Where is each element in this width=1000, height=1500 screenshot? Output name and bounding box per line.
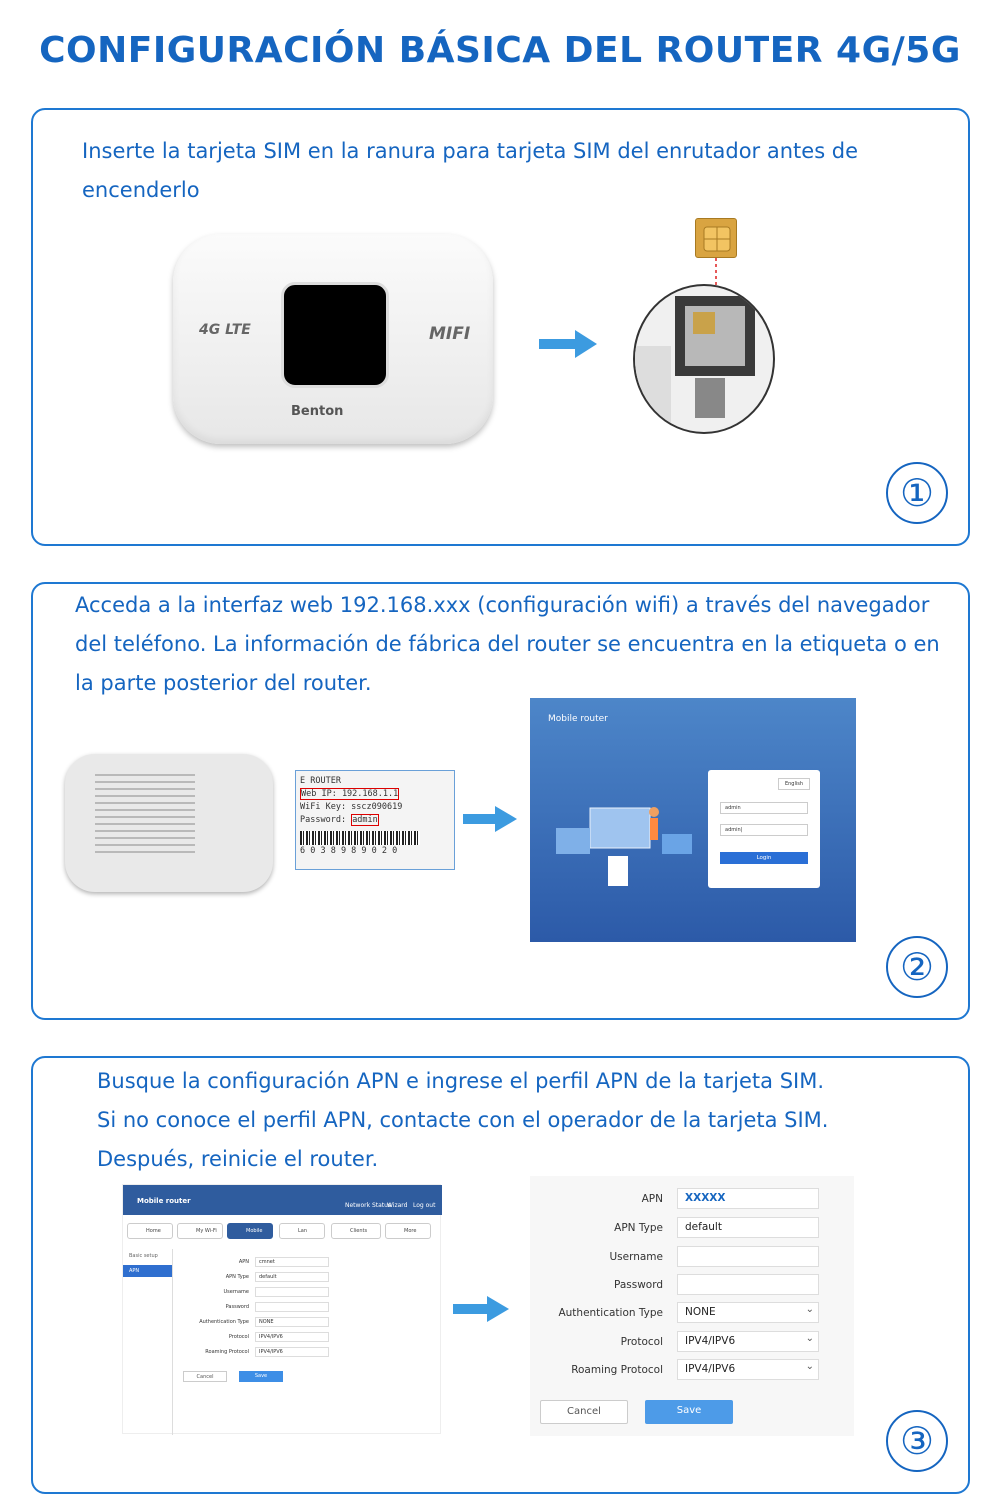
small-username-input[interactable]	[255, 1287, 329, 1297]
label-serial: 6 0 3 8 9 8 9 0 2 0	[300, 846, 398, 856]
step-2-panel	[31, 582, 970, 1020]
apn-form-closeup	[530, 1176, 854, 1436]
apn-label: APN	[641, 1193, 663, 1205]
login-button[interactable]: Login	[720, 852, 808, 864]
step-number-1: ①	[886, 462, 948, 524]
router-brand-label: Benton	[291, 404, 344, 419]
step-number-3: ③	[886, 1410, 948, 1472]
auth-type-label: Authentication Type	[558, 1307, 663, 1319]
tab-clients[interactable]: Clients	[331, 1223, 381, 1239]
tab-mobile[interactable]: Mobile	[227, 1223, 273, 1239]
web-ui-title: Mobile router	[548, 714, 608, 724]
step-1-panel	[31, 108, 970, 546]
network-illustration	[550, 778, 700, 888]
protocol-select[interactable]: IPV4/IPV6 ⌄	[677, 1331, 819, 1352]
small-row-apn-type: APN Type default	[183, 1272, 433, 1283]
row-apn-type	[530, 1217, 854, 1239]
small-apn-type-input[interactable]: default	[255, 1272, 329, 1282]
apn-type-label: APN Type	[614, 1222, 663, 1234]
label-web-ip: Web IP: 192.168.1.1	[301, 789, 399, 799]
small-roaming-protocol-select[interactable]: IPV4/IPV6	[255, 1347, 329, 1357]
step-3-panel	[31, 1056, 970, 1494]
row-auth-type	[530, 1302, 854, 1324]
web-login-screenshot	[530, 698, 856, 942]
tab-my-wifi[interactable]: My Wi-Fi	[177, 1223, 223, 1239]
small-ui-title: Mobile router	[137, 1197, 191, 1205]
sim-slot-closeup-image	[633, 284, 775, 434]
cancel-button[interactable]: Cancel	[540, 1400, 628, 1424]
small-cancel-button[interactable]: Cancel	[183, 1371, 227, 1382]
step-3-text-line2: Si no conoce el perfil APN, contacte con el operador de la tarjeta SIM.	[97, 1108, 829, 1132]
password-label: Password	[613, 1279, 663, 1291]
router-device-image	[173, 234, 493, 444]
password-input[interactable]	[677, 1274, 819, 1295]
small-row-apn: APN cmnet	[183, 1257, 433, 1268]
sidebar-basic-setup[interactable]: Basic setup	[129, 1253, 158, 1259]
apn-type-input[interactable]: default	[677, 1217, 819, 1238]
step-number-2: ②	[886, 936, 948, 998]
apn-input[interactable]: XXXXX	[677, 1188, 819, 1209]
router-screen	[281, 282, 389, 388]
factory-label-closeup	[295, 770, 455, 870]
small-password-input[interactable]	[255, 1302, 329, 1312]
barcode	[300, 831, 420, 845]
small-row-username: Username	[183, 1287, 433, 1298]
username-input[interactable]	[677, 1246, 819, 1267]
small-protocol-select[interactable]: IPV4/IPV6	[255, 1332, 329, 1342]
username-label: Username	[609, 1251, 663, 1263]
router-mifi-label: MIFI	[429, 324, 471, 344]
language-select[interactable]: English	[778, 778, 810, 790]
roaming-protocol-label: Roaming Protocol	[571, 1364, 663, 1376]
step-3-text-line1: Busque la configuración APN e ingrese el perfil APN de la tarjeta SIM.	[97, 1069, 825, 1093]
username-input[interactable]: admin	[720, 802, 808, 814]
sidebar-item-apn[interactable]: APN	[123, 1265, 172, 1277]
small-auth-type-select[interactable]: NONE	[255, 1317, 329, 1327]
login-box	[708, 770, 820, 888]
label-password-value: admin	[352, 815, 378, 825]
small-row-protocol: Protocol IPV4/IPV6	[183, 1332, 433, 1343]
arrow-right-icon	[463, 806, 519, 832]
router-4g-badge: 4G LTE	[199, 322, 251, 338]
small-ui-header	[123, 1185, 442, 1215]
step-2-text: Acceda a la interfaz web 192.168.xxx (configuración wifi) a través del navegador del teléfono. La información de fábrica del router se encuentra en la etiqueta o en la parte posterior del router.	[75, 593, 940, 695]
small-ui-tabs	[127, 1223, 436, 1241]
tab-home[interactable]: Home	[127, 1223, 173, 1239]
label-password: Password:	[300, 815, 347, 825]
nav-log-out[interactable]: Log out	[413, 1202, 436, 1209]
nav-network-status[interactable]: Network Status	[345, 1202, 392, 1209]
apn-settings-screenshot	[122, 1184, 441, 1434]
step-3-text-line3: Después, reinicie el router.	[97, 1147, 379, 1171]
row-protocol	[530, 1331, 854, 1353]
password-input[interactable]: admin|	[720, 824, 808, 836]
roaming-protocol-select[interactable]: IPV4/IPV6 ⌄	[677, 1359, 819, 1380]
row-roaming-protocol	[530, 1359, 854, 1381]
nav-wizard[interactable]: Wizard	[387, 1202, 408, 1209]
sim-insert-guide	[714, 258, 718, 288]
auth-type-select[interactable]: NONE ⌄	[677, 1302, 819, 1323]
router-back-label-photo	[65, 754, 273, 892]
row-password	[530, 1274, 854, 1296]
save-button[interactable]: Save	[645, 1400, 733, 1424]
step-1-text: Inserte la tarjeta SIM en la ranura para tarjeta SIM del enrutador antes de encenderlo	[82, 139, 859, 202]
tab-more[interactable]: More	[385, 1223, 431, 1239]
small-save-button[interactable]: Save	[239, 1371, 283, 1382]
small-row-password: Password	[183, 1302, 433, 1313]
small-apn-input[interactable]: cmnet	[255, 1257, 329, 1267]
protocol-label: Protocol	[620, 1336, 663, 1348]
label-router-line: E ROUTER	[300, 776, 341, 786]
arrow-right-icon	[453, 1296, 511, 1322]
small-row-roaming-protocol: Roaming Protocol IPV4/IPV6	[183, 1347, 433, 1358]
arrow-right-icon	[539, 330, 599, 358]
small-row-auth-type: Authentication Type NONE	[183, 1317, 433, 1328]
sim-card-icon	[695, 218, 737, 258]
label-wifi-key: WiFi Key: sscz090619	[300, 802, 403, 812]
small-ui-sidebar	[123, 1249, 173, 1435]
page-title: CONFIGURACIÓN BÁSICA DEL ROUTER 4G/5G	[39, 30, 961, 71]
row-username	[530, 1246, 854, 1268]
tab-lan[interactable]: Lan	[279, 1223, 325, 1239]
row-apn	[530, 1188, 854, 1210]
